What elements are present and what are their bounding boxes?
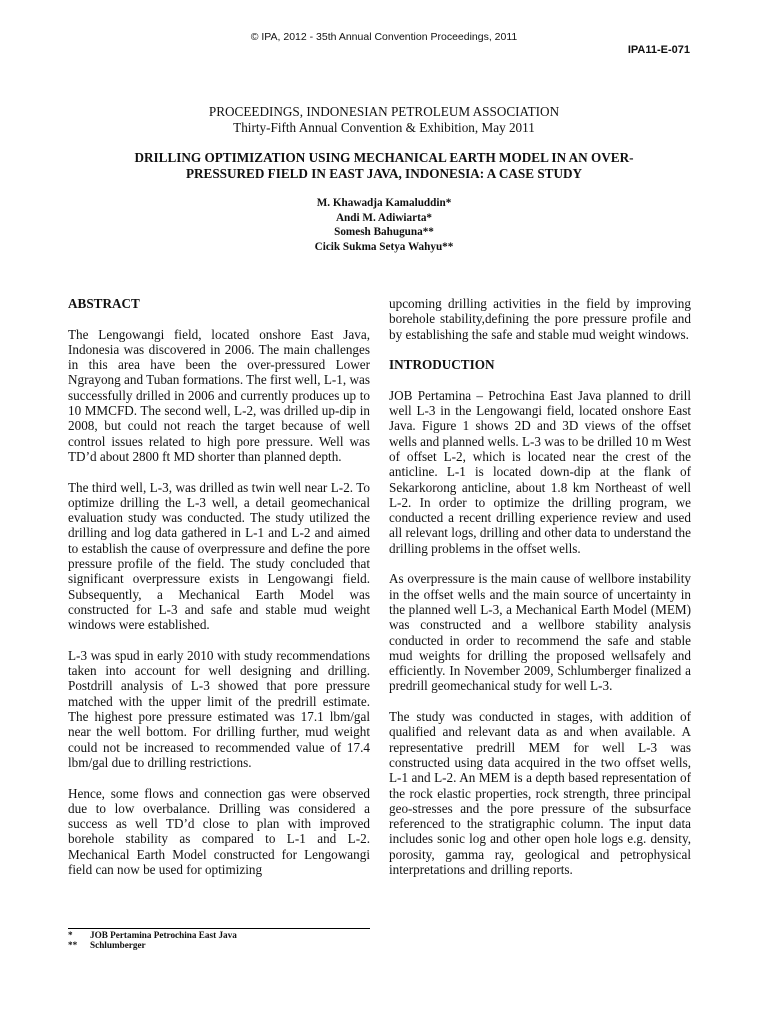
footnote	[68, 930, 370, 940]
author: M. Khawadja Kamaluddin*	[316, 197, 452, 209]
abstract-paragraph: The third well, L-3, was drilled as twin well near L-2. To optimize drilling the L-3 well, a detail geomechanical evaluation study was conducted. The study utilized the drilling and log data gathered in L-1 and L-2 and aimed to establish the cause of overpressure and define the pore pressure profile of the field. The study concluded that significant overpressure exists in Lengowangi field. Subsequently, a Mechanical Earth Model was constructed for L-3 and safe and stable mud weight windows were established.	[68, 479, 370, 633]
footnote-text: Schlumberger	[90, 940, 146, 950]
author: Andi M. Adiwiarta*	[335, 211, 433, 224]
copyright-notice: © IPA, 2012 - 35th Annual Convention Proceedings, 2011	[250, 31, 518, 43]
paper-title: DRILLING OPTIMIZATION USING MECHANICAL EARTH MODEL IN AN OVER-PRESSURED FIELD IN EAST JAVA, INDONESIA: A CASE STUDY	[134, 150, 634, 181]
footnote	[68, 940, 370, 950]
footnote-text: JOB Pertamina Petrochina East Java	[90, 930, 237, 940]
author-list	[0, 196, 768, 254]
right-column	[389, 296, 691, 893]
author: Cicik Sukma Setya Wahyu**	[314, 240, 454, 253]
proceedings-title: PROCEEDINGS, INDONESIAN PETROLEUM ASSOCIATION	[208, 104, 560, 119]
footnotes	[68, 930, 370, 950]
footnote-separator	[68, 928, 370, 929]
introduction-paragraph: JOB Pertamina – Petrochina East Java planned to drill well L-3 in the Lengowangi field, located onshore East Java. Figure 1 shows 2D and 3D views of the offset wells and planned wells. L-3 was to be drilled 10 m West of offset L-2, which is located near the crest of the anticline. L-1 is located down-dip at the flank of Sekarkorong anticline, about 1.8 km Northeast of well L-2. In order to optimize the drilling program, we conducted a recent drilling experience review and used all relevant logs, drilling and other data to understand the drilling problems in the offset wells.	[389, 387, 691, 556]
abstract-paragraph: The Lengowangi field, located onshore East Java, Indonesia was discovered in 2006. The main challenges in this area have been the over-pressured Lower Ngrayong and Tuban formations. The first well, L-1, was successfully drilled in 2006 and currently produces up to 10 MMCFD. The second well, L-2, was drilled up-dip in 2008, but could not reach the target because of well control issues related to high pore pressure. Well was TD’d about 2800 ft MD shorter than planned depth.	[68, 326, 370, 464]
left-column	[68, 296, 370, 893]
footnote-mark: **	[68, 940, 78, 950]
convention-line: Thirty-Fifth Annual Convention & Exhibition, May 2011	[233, 120, 535, 135]
footnote-mark: *	[68, 930, 73, 940]
abstract-paragraph: Hence, some flows and connection gas were observed due to low overbalance. Drilling was considered a success as well TD’d close to plan with improved borehole stability as compared to L-1 and L-2. Mechanical Earth Model constructed for Lengowangi field can now be used for optimizing	[68, 785, 370, 877]
abstract-paragraph: L-3 was spud in early 2010 with study recommendations taken into account for well designing and drilling. Postdrill analysis of L-3 showed that pore pressure matched with the upper limit of the predrill estimate. The highest pore pressure estimated was 17.1 lbm/gal near the well bottom. For drilling further, mud weight could not be increased to recommended value of 17.4 lbm/gal due to drilling restrictions.	[68, 647, 370, 770]
abstract-heading: ABSTRACT	[68, 296, 140, 311]
paper-id: IPA11-E-071	[627, 44, 690, 56]
author: Somesh Bahuguna**	[334, 226, 434, 239]
introduction-paragraph: The study was conducted in stages, with addition of qualified and relevant data as and when available. A representative predrill MEM for well L-3 was constructed using data acquired in the two offset wells, L-1 and L-2. An MEM is a depth based representation of the rock elastic properties, rock strength, three principal geo-stresses and the pore pressure of the subsurface referenced to the stratigraphic column. The input data includes sonic log and other open hole logs e.g. density, porosity, gamma ray, geological and petrophysical interpretations and drilling reports.	[389, 709, 691, 877]
introduction-paragraph: As overpressure is the main cause of wellbore instability in the offset wells and the main source of uncertainty in the planned well L-3, a Mechanical Earth Model (MEM) was constructed and a wellbore stability analysis conducted in order to recommend the safe and stable mud weights for drilling the proposed wellsafely and efficiently. In November 2009, Schlumberger finalized a predrill geomechanical study for well L-3.	[389, 571, 691, 694]
proceedings-header	[0, 104, 768, 136]
introduction-heading: INTRODUCTION	[389, 357, 495, 373]
abstract-continuation: upcoming drilling activities in the field by improving borehole stability,defining the pore pressure profile and by establishing the safe and stable mud weight windows.	[389, 296, 691, 342]
